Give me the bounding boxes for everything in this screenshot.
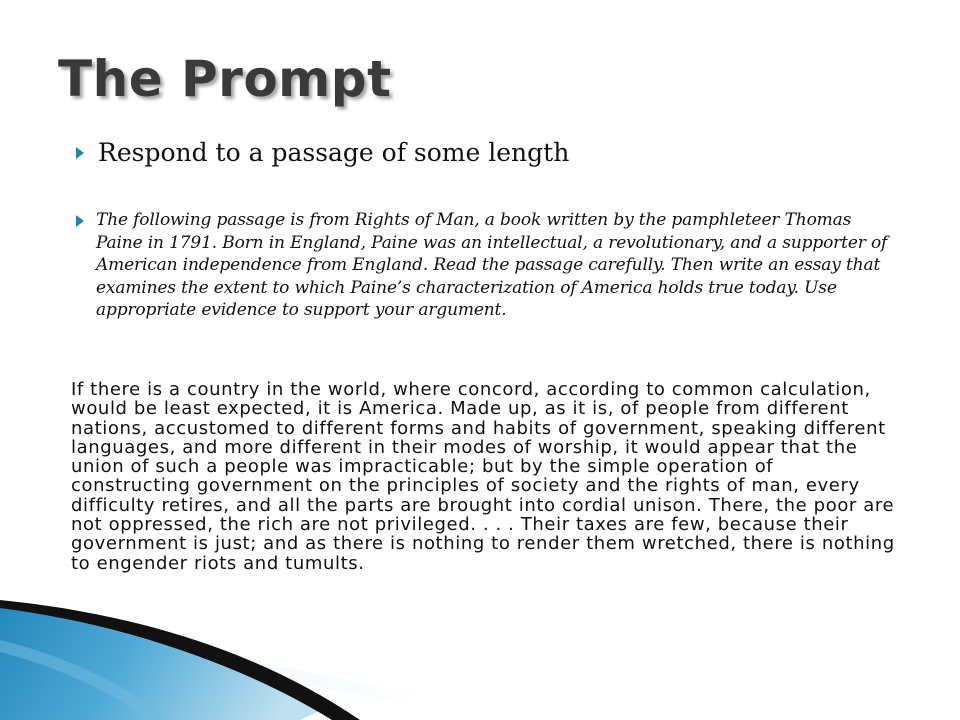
bullet-item-1: Respond to a passage of some length bbox=[98, 138, 570, 167]
triangle-right-icon bbox=[74, 145, 90, 161]
bullet-item-2: The following passage is from Rights of Man, a book written by the pamphleteer Thomas Paine in 1791. Born in England, Paine was an intellectual, a revolutionary, and a supporter of American independence from England. Read the passage carefully. Then write an essay that examines the extent to which Paine’s characterization of America holds true today. Use appropriate evidence to support your argument. bbox=[96, 210, 888, 321]
triangle-right-icon bbox=[74, 213, 90, 229]
slide-title: The Prompt bbox=[58, 50, 392, 108]
paine-passage: If there is a country in the world, where concord, according to common calculation, would be least expected, it is America. Made up, as it is, of people from different nations, accustomed to different forms and habits of government, speaking different languages, and more different in their modes of worship, it would appear that the union of such a people was impracticable; but by the simple operation of constructing government on the principles of society and the rights of man, every difficulty retires, and all the parts are brought into cordial unison. There, the poor are not oppressed, the rich are not privileged. . . . Their taxes are few, because their government is just; and as there is nothing to render them wretched, there is nothing to engender riots and tumults. bbox=[71, 379, 895, 574]
